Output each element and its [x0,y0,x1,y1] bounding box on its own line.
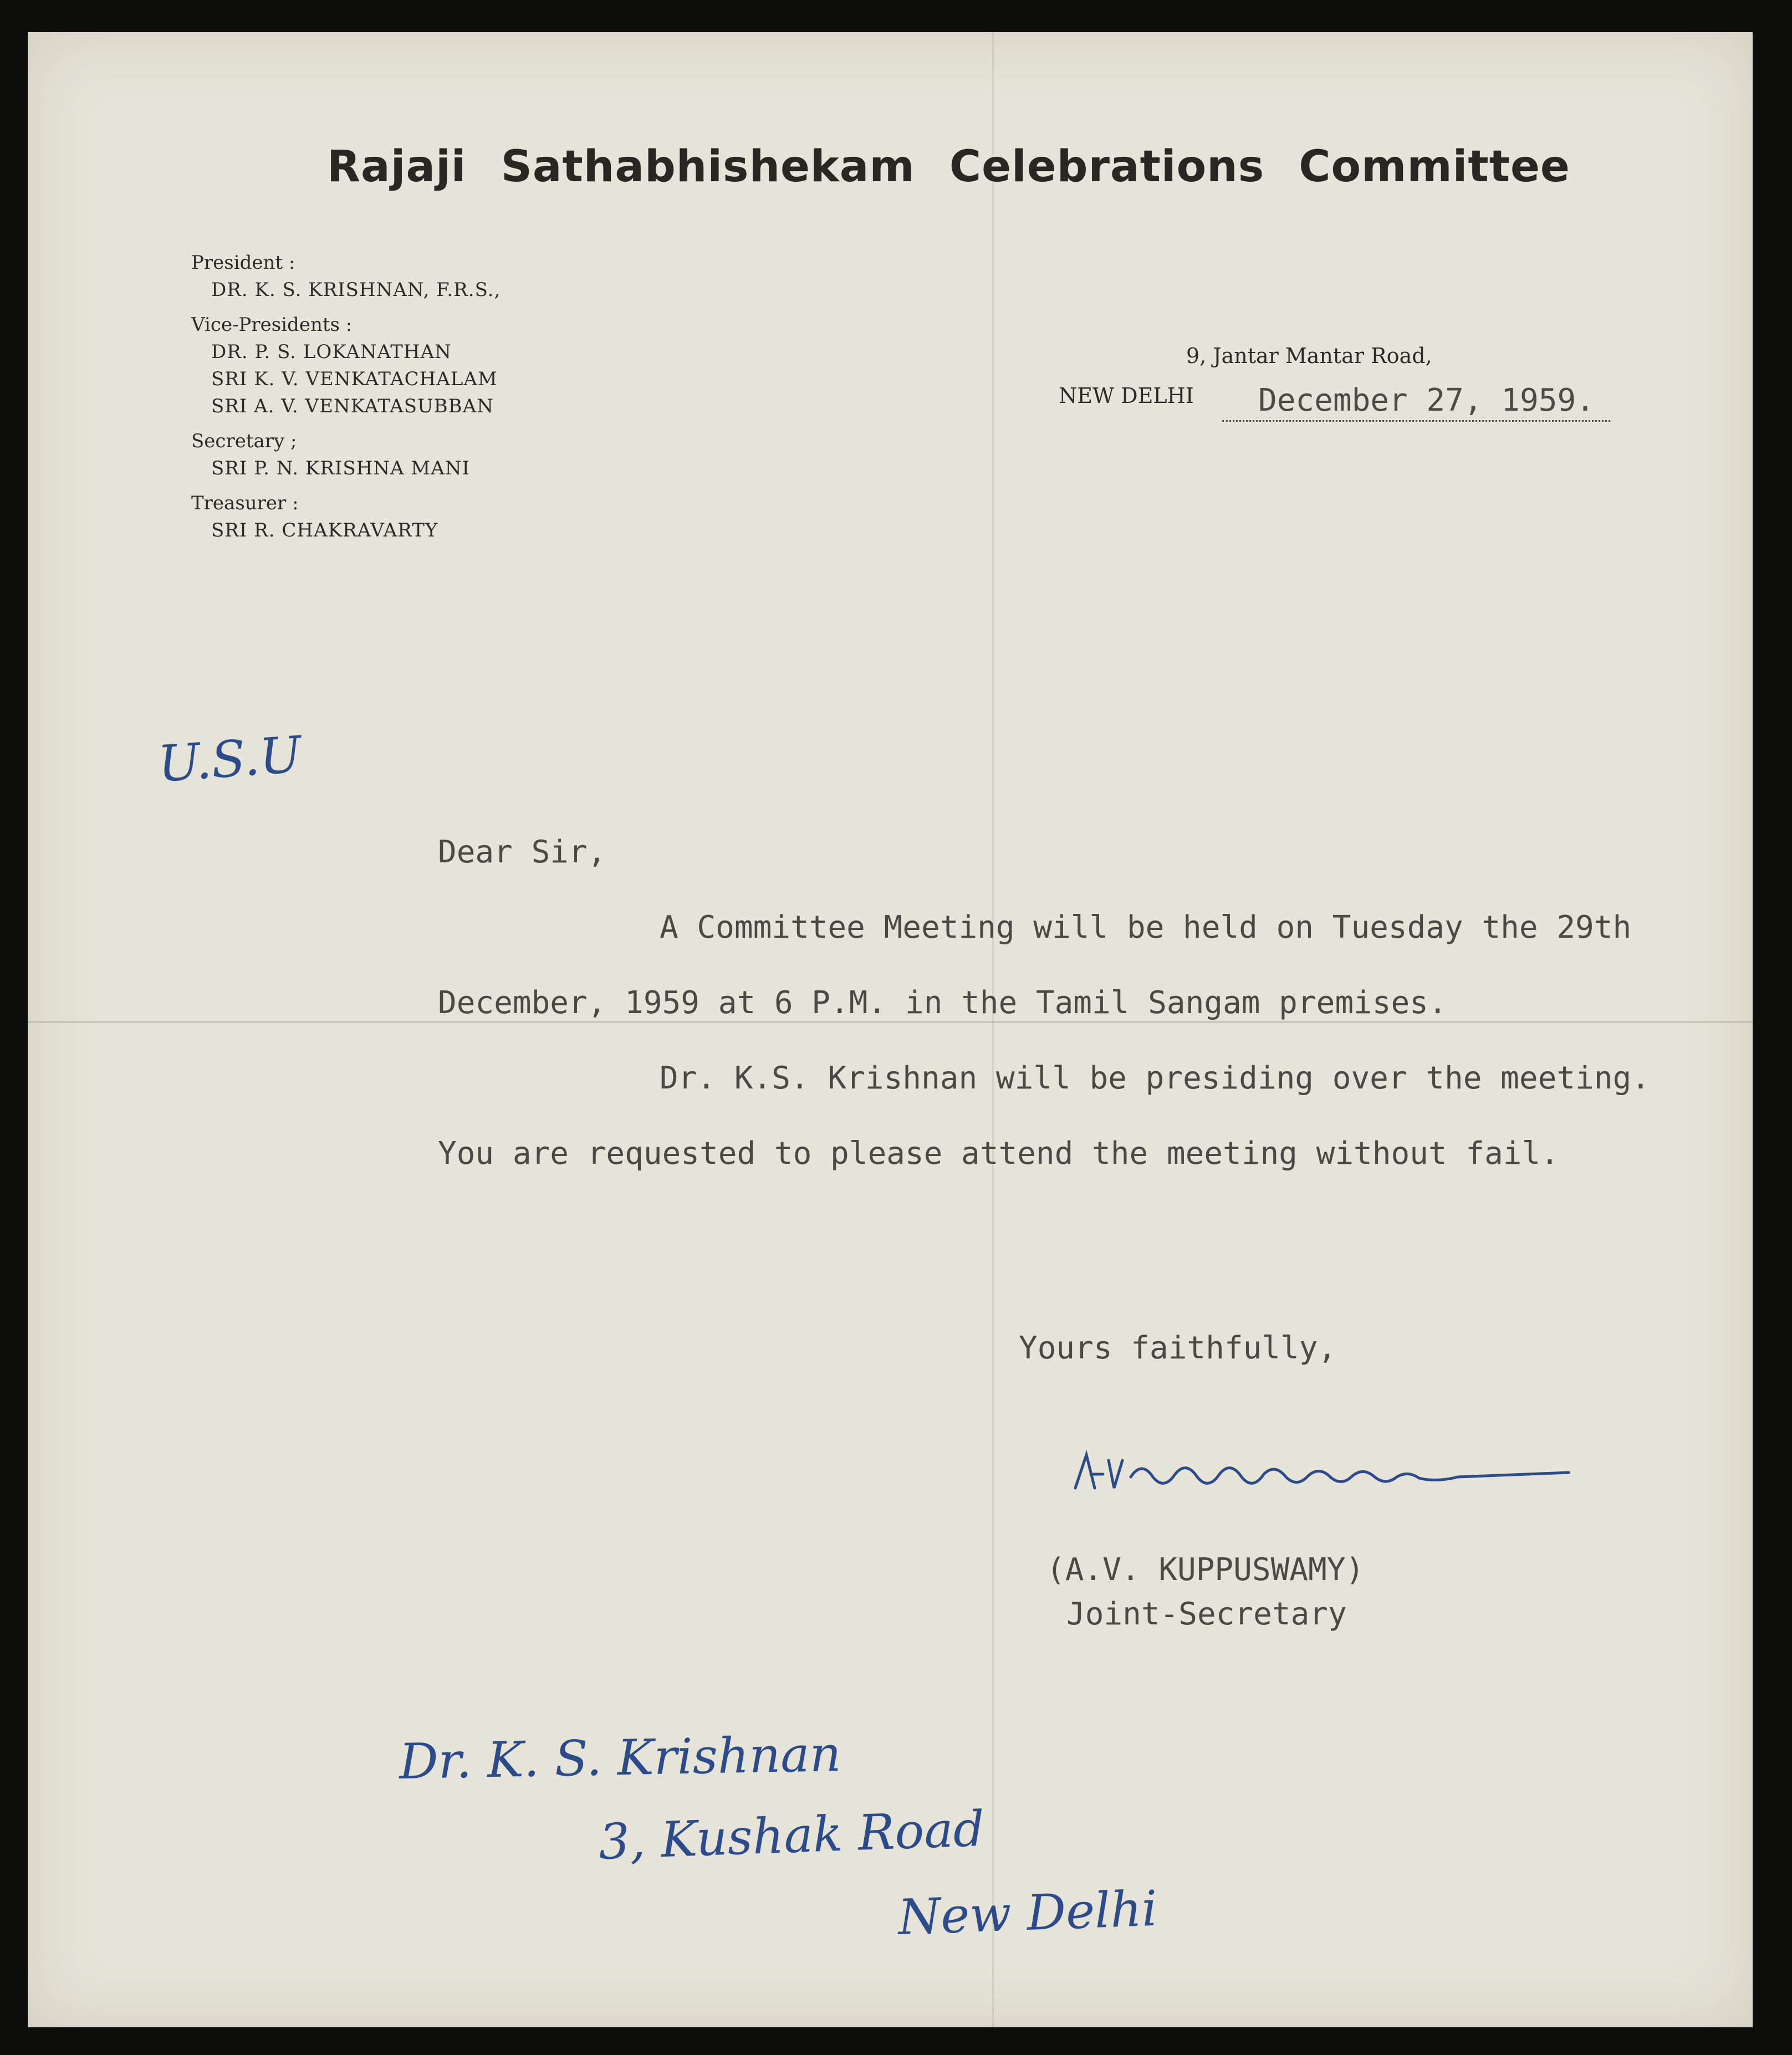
handwritten-initials: U.S.U [156,725,304,794]
officer-role: Treasurer : [191,492,299,514]
officer-role: Secretary ; [191,430,297,452]
paragraph-attendance: Dr. K.S. Krishnan will be presiding over the meeting. You are requested to please attend the meeting without fail. [438,1060,1650,1172]
salutation: Dear Sir, [438,834,606,870]
officer-name: DR. P. S. LOKANATHAN [211,341,452,363]
letter-date: December 27, 1959. [1258,382,1595,418]
officer-name: DR. K. S. KRISHNAN, F.R.S., [211,279,501,301]
handwritten-signature [1070,1444,1580,1499]
officers-list [191,249,501,544]
officer-name: SRI P. N. KRISHNA MANI [211,457,470,479]
city-label: NEW DELHI [1059,384,1194,408]
handwritten-address-line: 3, Kushak Road [598,1800,986,1871]
handwritten-address-line: New Delhi [897,1879,1158,1946]
officer-name: SRI R. CHAKRAVARTY [211,519,438,541]
officer-name: SRI K. V. VENKATACHALAM [211,368,498,390]
paragraph-meeting: A Committee Meeting will be held on Tuesday the 29th December, 1959 at 6 P.M. in the Tamil Sangam premises. [438,909,1632,1021]
officer-role: President : [191,252,295,274]
closing: Yours faithfully, [1019,1330,1337,1366]
date-dotted-line [1222,420,1610,422]
letterhead-title: Rajaji Sathabhishekam Celebrations Committee [327,142,1570,192]
street-address: 9, Jantar Mantar Road, [1186,344,1432,368]
letter-body [438,815,1657,1192]
officer-role: Vice-Presidents : [191,314,353,336]
handwritten-address-line: Dr. K. S. Krishnan [399,1725,842,1790]
signatory-title: Joint-Secretary [1066,1596,1347,1632]
officer-name: SRI A. V. VENKATASUBBAN [211,395,494,417]
signatory-name: (A.V. KUPPUSWAMY) [1046,1552,1365,1588]
